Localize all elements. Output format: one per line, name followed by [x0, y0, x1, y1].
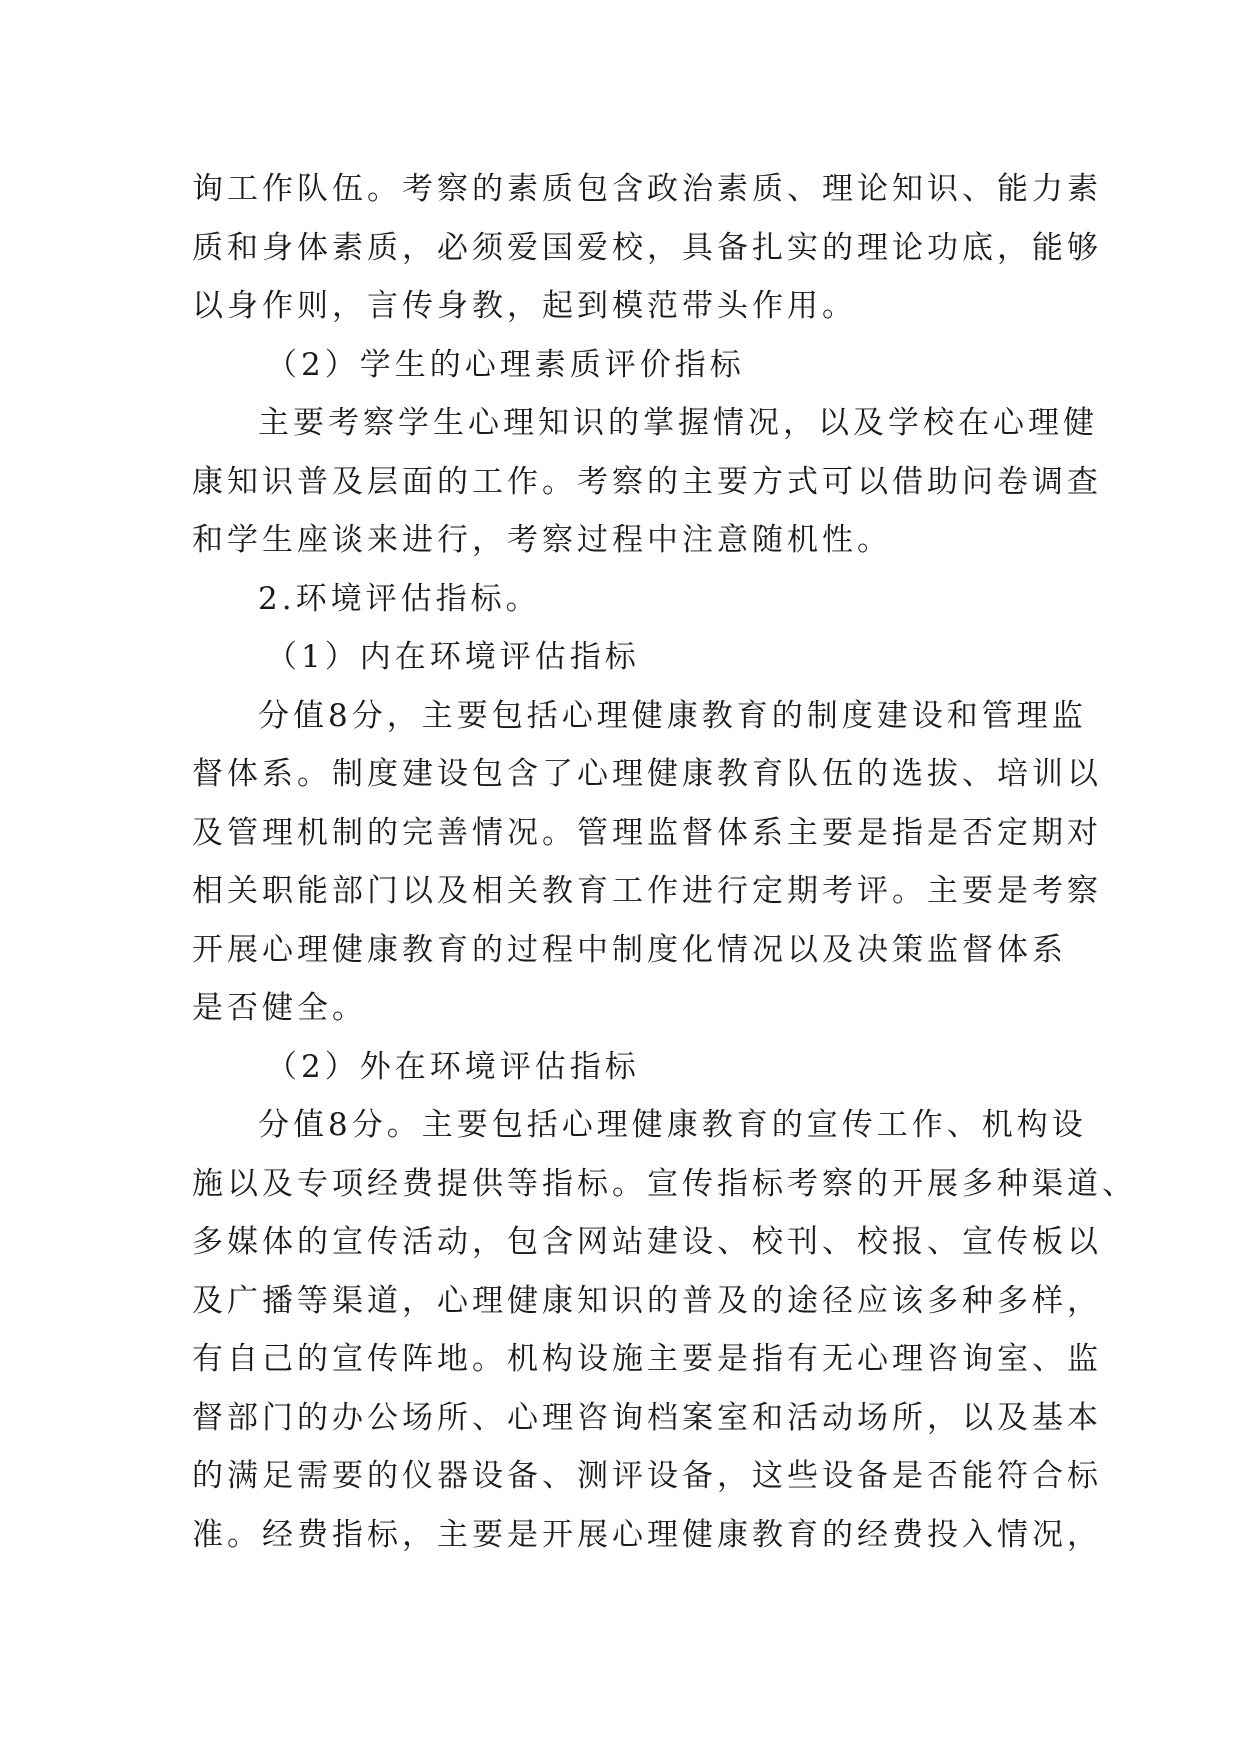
text-line: 询工作队伍。考察的素质包含政治素质、理论知识、能力素 [192, 171, 1102, 207]
text-line: 多媒体的宣传活动，包含网站建设、校刊、校报、宣传板以 [192, 1224, 1102, 1260]
text-line: 开展心理健康教育的过程中制度化情况以及决策监督体系 [192, 931, 1067, 968]
paragraph-start-line: 分值8分，主要包括心理健康教育的制度建设和管理监 [258, 697, 1087, 734]
paragraph-start-line: 分值8分。主要包括心理健康教育的宣传工作、机构设 [258, 1107, 1087, 1143]
document-body [192, 160, 1137, 1564]
text-line: 准。经费指标，主要是开展心理健康教育的经费投入情况， [192, 1516, 1102, 1553]
text-line: 以身作则，言传身教，起到模范带头作用。 [192, 288, 857, 324]
text-line: 是否健全。 [192, 990, 367, 1026]
text-line: 督部门的办公场所、心理咨询档案室和活动场所，以及基本 [192, 1399, 1102, 1436]
text-line: 有自己的宣传阵地。机构设施主要是指有无心理咨询室、监 [192, 1341, 1102, 1377]
subsection-heading: （2）外在环境评估指标 [266, 1048, 640, 1085]
text-line: 康知识普及层面的工作。考察的主要方式可以借助问卷调查 [192, 463, 1102, 500]
text-line: 及管理机制的完善情况。管理监督体系主要是指是否定期对 [192, 814, 1102, 851]
text-line: 相关职能部门以及相关教育工作进行定期考评。主要是考察 [192, 873, 1102, 909]
section-heading: 2.环境评估指标。 [258, 580, 541, 617]
text-line: 督体系。制度建设包含了心理健康教育队伍的选拔、培训以 [192, 756, 1102, 792]
text-line: 及广播等渠道，心理健康知识的普及的途径应该多种多样， [192, 1282, 1102, 1319]
text-line: 施以及专项经费提供等指标。宣传指标考察的开展多种渠道、 [192, 1165, 1137, 1202]
text-line: 质和身体素质，必须爱国爱校，具备扎实的理论功底，能够 [192, 229, 1102, 266]
subsection-heading: （2）学生的心理素质评价指标 [266, 346, 745, 383]
paragraph-start-line: 主要考察学生心理知识的掌握情况，以及学校在心理健 [258, 405, 1098, 441]
text-line: 的满足需要的仪器设备、测评设备，这些设备是否能符合标 [192, 1458, 1102, 1494]
subsection-heading: （1）内在环境评估指标 [266, 639, 640, 675]
text-line: 和学生座谈来进行，考察过程中注意随机性。 [192, 522, 892, 558]
